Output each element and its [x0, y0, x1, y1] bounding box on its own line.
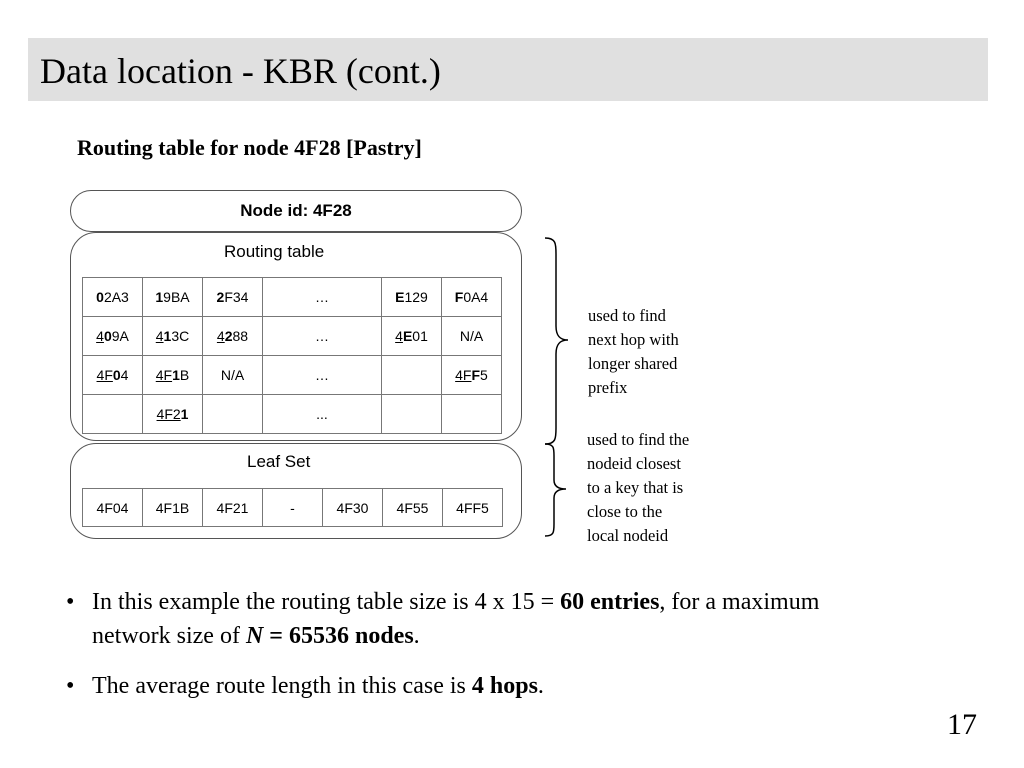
table-cell: ... — [263, 395, 382, 434]
bullet-text: . — [537, 673, 544, 699]
leaf-set-label: Leaf Set — [247, 452, 311, 471]
table-cell: … — [263, 317, 382, 356]
bullet-variable: N — [245, 623, 264, 649]
table-cell: 4F04 — [83, 489, 143, 527]
routing-brace-icon — [540, 236, 572, 446]
slide-title: Data location - KBR (cont.) — [40, 51, 441, 91]
table-cell: 4F55 — [383, 489, 443, 527]
table-cell: 19BA — [143, 278, 203, 317]
node-id-box — [70, 190, 522, 232]
table-cell: 4288 — [203, 317, 263, 356]
table-cell: 4F21 — [203, 489, 263, 527]
table-cell — [382, 356, 442, 395]
table-cell — [442, 395, 502, 434]
bullet-text: , for a maximum network size of — [92, 589, 820, 649]
leaf-note: used to find the nodeid closest to a key that is close to the local nodeid — [587, 430, 690, 545]
table-cell: 4F04 — [83, 356, 143, 395]
bullet-dot-icon: • — [66, 589, 75, 615]
table-cell: N/A — [203, 356, 263, 395]
bullet-text: In this example the routing table size is 4 x 15 = — [92, 589, 561, 615]
table-cell: 2F34 — [203, 278, 263, 317]
table-cell: … — [263, 356, 382, 395]
table-row — [83, 356, 502, 395]
bullet-dot-icon: • — [66, 673, 75, 699]
table-cell: 02A3 — [83, 278, 143, 317]
table-cell: E129 — [382, 278, 442, 317]
table-cell: F0A4 — [442, 278, 502, 317]
bullet-emphasis: 60 entries — [560, 589, 660, 615]
bullet-item — [66, 585, 872, 653]
table-row — [83, 489, 503, 527]
table-cell: 409A — [83, 317, 143, 356]
table-cell: 4FF5 — [443, 489, 503, 527]
table-cell: 4FF5 — [442, 356, 502, 395]
table-row — [83, 278, 502, 317]
bullet-emphasis: = 65536 nodes — [263, 623, 414, 649]
table-row — [83, 317, 502, 356]
slide-subtitle: Routing table for node 4F28 [Pastry] — [77, 135, 422, 160]
table-cell — [382, 395, 442, 434]
table-cell — [203, 395, 263, 434]
routing-table-label: Routing table — [224, 242, 325, 261]
leaf-brace-icon — [540, 442, 572, 538]
table-cell: 4F1B — [143, 489, 203, 527]
table-cell — [83, 395, 143, 434]
bullet-item — [66, 669, 872, 703]
bullet-emphasis: 4 hops — [471, 673, 538, 699]
routing-note: used to find next hop with longer shared prefix — [588, 306, 679, 397]
routing-table — [82, 277, 502, 434]
page-number: 17 — [947, 708, 977, 741]
table-cell: 413C — [143, 317, 203, 356]
bullet-text: . — [413, 623, 420, 649]
table-cell: 4F30 — [323, 489, 383, 527]
table-cell: 4F21 — [143, 395, 203, 434]
table-cell: 4E01 — [382, 317, 442, 356]
table-row — [83, 395, 502, 434]
table-cell: 4F1B — [143, 356, 203, 395]
bullet-list — [66, 585, 872, 719]
node-id-label: Node id: 4F28 — [240, 201, 352, 220]
leaf-set-table — [82, 488, 503, 527]
table-cell: N/A — [442, 317, 502, 356]
table-cell: … — [263, 278, 382, 317]
bullet-text: The average route length in this case is — [92, 673, 472, 699]
table-cell: - — [263, 489, 323, 527]
